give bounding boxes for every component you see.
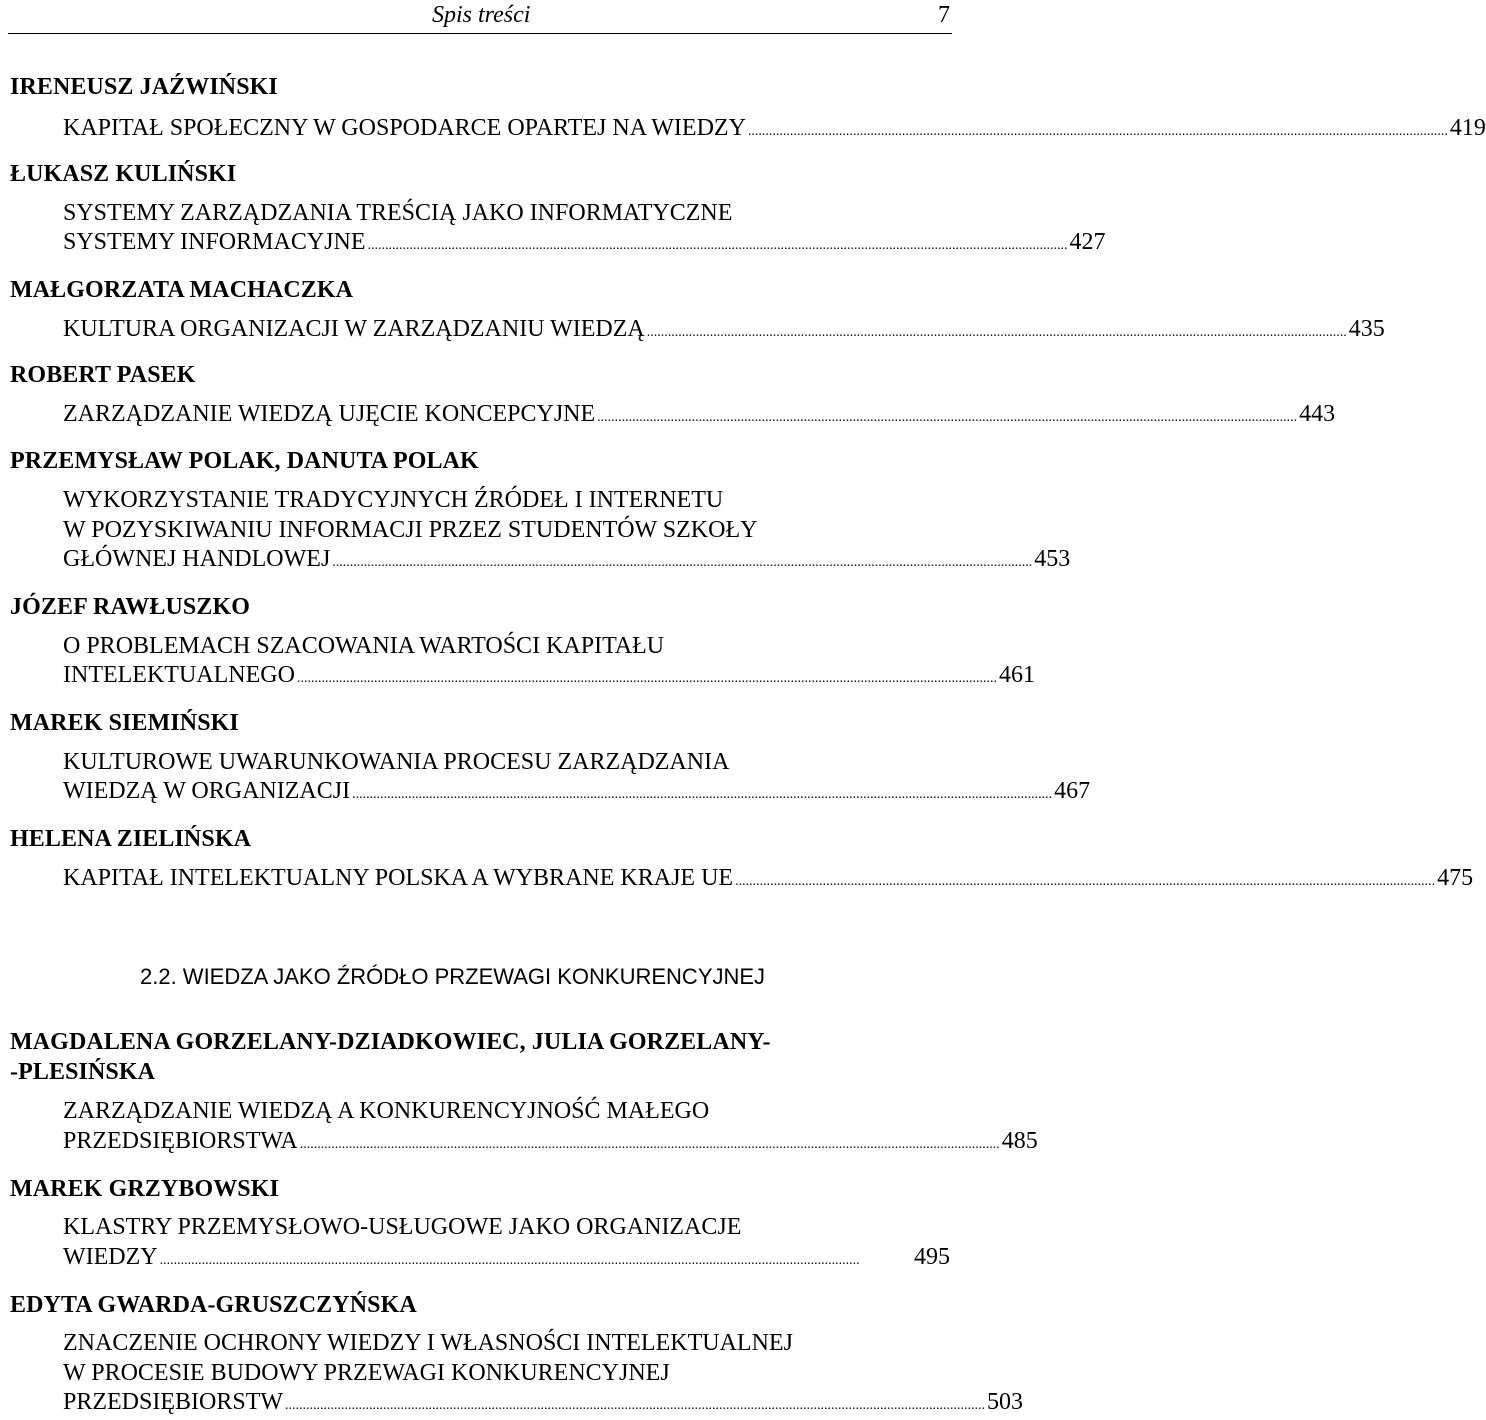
toc-title: WYKORZYSTANIE TRADYCYJNYCH ŹRÓDEŁ I INTERNETU [63, 487, 724, 513]
toc-title: SYSTEMY INFORMACYJNE [63, 229, 366, 255]
toc-title: KLASTRY PRZEMYSŁOWO-USŁUGOWE JAKO ORGANIZACJE [63, 1214, 742, 1240]
toc-title: SYSTEMY ZARZĄDZANIA TREŚCIĄ JAKO INFORMATYCZNE [63, 200, 733, 226]
dot-leader: ........................................................................................................................................................................................................ [296, 671, 997, 686]
toc-page: 495 [914, 1244, 950, 1270]
toc-title: KULTUROWE UWARUNKOWANIA PROCESU ZARZĄDZANIA [63, 749, 730, 775]
toc-page: 419 [1449, 115, 1486, 141]
section-heading: 2.2. WIEDZA JAKO ŹRÓDŁO PRZEWAGI KONKURENCYJNEJ [140, 964, 766, 989]
toc-title: KAPITAŁ SPOŁECZNY W GOSPODARCE OPARTEJ NA WIEDZY [63, 115, 746, 141]
toc-title-line[interactable] [63, 778, 1091, 807]
toc-title: KULTURA ORGANIZACJI W ZARZĄDZANIU WIEDZĄ [63, 316, 645, 342]
toc-page: 503 [987, 1389, 1024, 1415]
toc-title: O PROBLEMACH SZACOWANIA WARTOŚCI KAPITAŁU [63, 633, 665, 659]
toc-page: 485 [1001, 1128, 1038, 1154]
toc-title: KAPITAŁ INTELEKTUALNY POLSKA A WYBRANE KRAJE UE [63, 865, 734, 891]
toc-page: 475 [1437, 865, 1474, 891]
dot-leader: ........................................................................................................................................................................................................ [367, 238, 1068, 253]
toc-title: PRZEDSIĘBIORSTW [63, 1389, 284, 1415]
toc-title-line[interactable] [63, 546, 1071, 575]
toc-author: -PLESIŃSKA [10, 1059, 156, 1085]
toc-page: 461 [998, 662, 1035, 688]
dot-leader: ........................................................................................................................................................................................................ [332, 555, 1033, 570]
toc-title: W PROCESIE BUDOWY PRZEWAGI KONKURENCYJNEJ [63, 1360, 670, 1386]
dot-leader: ........................................................................................................................................................................................................ [747, 124, 1448, 139]
toc-title-line[interactable] [63, 316, 1385, 345]
toc-author: HELENA ZIELIŃSKA [10, 826, 252, 852]
toc-title: ZARZĄDZANIE WIEDZĄ A KONKURENCYJNOŚĆ MAŁEGO [63, 1098, 710, 1124]
toc-title: W POZYSKIWANIU INFORMACJI PRZEZ STUDENTÓW SZKOŁY [63, 517, 758, 543]
toc-title-line[interactable] [63, 229, 1106, 258]
toc-title: ZARZĄDZANIE WIEDZĄ UJĘCIE KONCEPCYJNE [63, 401, 596, 427]
toc-author: ROBERT PASEK [10, 362, 196, 388]
toc-title: INTELEKTUALNEGO [63, 662, 295, 688]
dot-leader: ........................................................................................................................................................................................................ [735, 874, 1436, 889]
toc-title: WIEDZĄ W ORGANIZACJI [63, 778, 351, 804]
dot-leader: ........................................................................................................................................................................................................ [352, 787, 1053, 802]
toc-author: PRZEMYSŁAW POLAK, DANUTA POLAK [10, 448, 479, 474]
toc-author: EDYTA GWARDA-GRUSZCZYŃSKA [10, 1292, 417, 1318]
toc-title-line[interactable] [63, 662, 1035, 691]
dot-leader: ........................................................................................................................................................................................................ [597, 410, 1298, 425]
toc-page: 467 [1054, 778, 1091, 804]
dot-leader: ........................................................................................................................................................................................................ [646, 325, 1347, 340]
toc-title-line[interactable] [63, 1128, 1038, 1157]
dot-leader: ........................................................................................................................................................................................................ [299, 1137, 1000, 1152]
toc-author: MAŁGORZATA MACHACZKA [10, 277, 354, 303]
dot-leader: ........................................................................................................................................................................................................ [285, 1398, 986, 1413]
toc-title-line[interactable] [63, 401, 1336, 430]
toc-author: MAGDALENA GORZELANY-DZIADKOWIEC, JULIA GORZELANY- [10, 1029, 771, 1055]
toc-title-line[interactable] [63, 1389, 1024, 1418]
toc-title: WIEDZY [63, 1244, 158, 1270]
toc-title-line[interactable] [63, 865, 1474, 894]
toc-title-line[interactable] [63, 115, 1486, 144]
header-title: Spis treści [432, 2, 531, 28]
toc-title: PRZEDSIĘBIORSTWA [63, 1128, 298, 1154]
dot-leader: ........................................................................................................................................................................................................ [159, 1253, 860, 1268]
toc-author: JÓZEF RAWŁUSZKO [10, 594, 250, 620]
header-page-number: 7 [938, 2, 950, 28]
toc-author: MAREK GRZYBOWSKI [10, 1176, 279, 1202]
toc-title-line[interactable] [63, 1244, 950, 1273]
toc-page: 453 [1034, 546, 1071, 572]
toc-author: MAREK SIEMIŃSKI [10, 710, 239, 736]
toc-page: 443 [1299, 401, 1336, 427]
toc-title: GŁÓWNEJ HANDLOWEJ [63, 546, 331, 572]
toc-title: ZNACZENIE OCHRONY WIEDZY I WŁASNOŚCI INTELEKTUALNEJ [63, 1330, 793, 1356]
running-header [8, 0, 952, 34]
toc-page: 427 [1069, 229, 1106, 255]
toc-page: 435 [1348, 316, 1385, 342]
toc-author: IRENEUSZ JAŹWIŃSKI [10, 74, 278, 100]
toc-author: ŁUKASZ KULIŃSKI [10, 161, 237, 187]
